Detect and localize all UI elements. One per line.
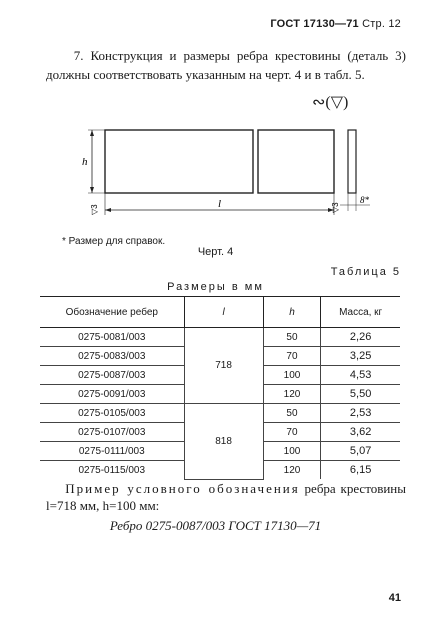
cell-mass: 2,26: [321, 328, 400, 347]
section-number: 7.: [73, 48, 84, 63]
table-label: Таблица 5: [330, 266, 401, 278]
rib-part-left: [105, 130, 253, 193]
section-paragraph: [46, 46, 406, 84]
cell-h: 100: [263, 442, 321, 461]
table-row: [40, 404, 400, 423]
finish-left: ▽3: [90, 204, 99, 215]
example-lead: Пример условного обозначения: [65, 481, 300, 496]
cell-h: 70: [263, 347, 321, 366]
cell-h: 120: [263, 385, 321, 404]
cell-code: 0275-0087/003: [40, 366, 184, 385]
page-label: Стр. 12: [362, 18, 401, 30]
dim-l-label: l: [218, 198, 222, 210]
cell-code: 0275-0115/003: [78, 464, 146, 476]
footnote: * Размер для справок.: [62, 236, 166, 247]
col-l: l: [184, 297, 263, 328]
cell-h: 100: [263, 366, 321, 385]
cell-mass: 4,53: [321, 366, 400, 385]
cell-code: 0275-0107/003: [40, 423, 184, 442]
roughness-symbol: ∾(▽): [312, 94, 349, 111]
cell-mass: 3,25: [321, 347, 400, 366]
rib-part-right: [258, 130, 334, 193]
col-h: h: [263, 297, 321, 328]
figure-caption: Черт. 4: [197, 246, 234, 258]
cell-code: 0275-0083/003: [40, 347, 184, 366]
dimensions-table: [40, 296, 400, 480]
page-number: 41: [388, 592, 401, 604]
designation-example: Ребро 0275-0087/003 ГОСТ 17130—71: [109, 518, 322, 533]
cell-code: 0275-0111/003: [40, 442, 184, 461]
cell-code: 0275-0105/003: [40, 404, 184, 423]
cell-mass: 6,15: [321, 461, 400, 480]
finish-right: ▽3: [331, 202, 340, 213]
cell-h: 70: [263, 423, 321, 442]
cell-mass: 2,53: [321, 404, 400, 423]
cell-h: 50: [263, 404, 321, 423]
cell-l: 718: [184, 328, 263, 404]
cell-code: 0275-0081/003: [40, 328, 184, 347]
col-mass: Масса, кг: [321, 297, 400, 328]
dim-thk-label: 8*: [360, 195, 369, 205]
dim-h-label: h: [82, 156, 88, 168]
cell-h: 120: [263, 461, 321, 480]
col-designation: Обозначение ребер: [40, 297, 184, 328]
rib-side-view: [348, 130, 356, 193]
cell-mass: 5,50: [321, 385, 400, 404]
technical-drawing: [60, 115, 380, 225]
cell-mass: 5,07: [321, 442, 400, 461]
section-text: Конструкция и размеры ребра крестовины (деталь 3) должны соответствовать указанным на черт. 4 и в табл. 5.: [46, 48, 407, 82]
cell-h: 50: [263, 328, 321, 347]
example-text: ребра крестовины l=718 мм, h=100 мм:: [46, 481, 406, 513]
cell-l: 818: [184, 404, 263, 480]
standard-number: ГОСТ 17130—71: [270, 18, 359, 30]
cell-code: 0275-0091/003: [40, 385, 184, 404]
cell-mass: 3,62: [321, 423, 400, 442]
table-title: Размеры в мм: [167, 281, 264, 293]
example-paragraph: [46, 480, 406, 514]
page-header: [270, 18, 401, 30]
table-row: [40, 328, 400, 347]
